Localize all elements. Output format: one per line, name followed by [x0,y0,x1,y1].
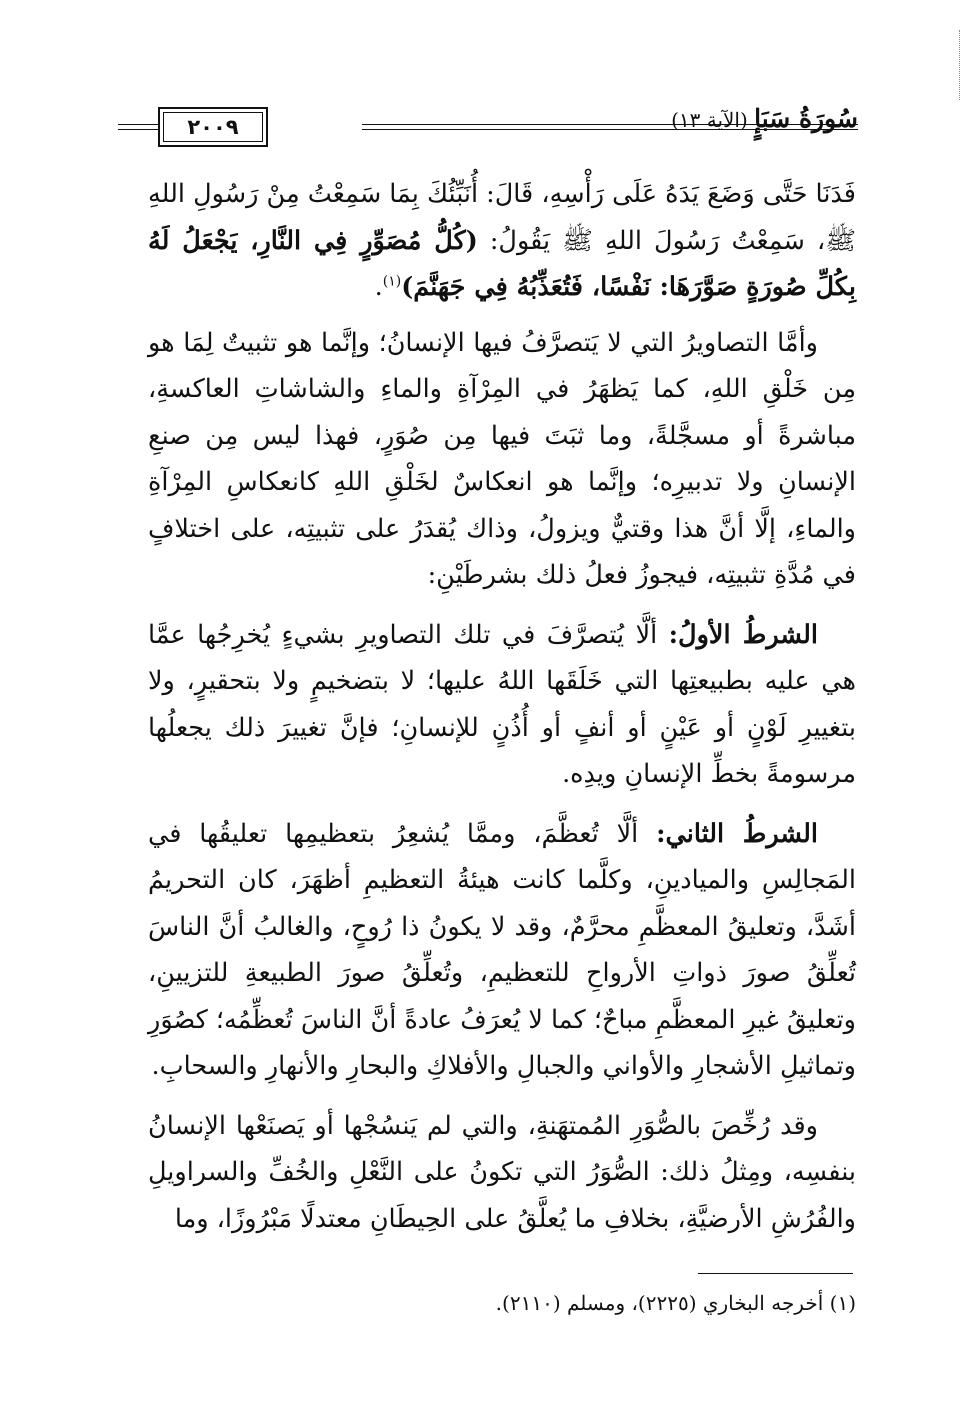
condition-1-label: الشرطُ الأولُ: [668,619,818,650]
condition-2-text: ألَّا تُعظَّمَ، وممَّا يُشعِرُ بتعظيمِها تعليقُها في المَجالِسِ والميادينِ، وكلَّما كانت هيئةُ التعظيمِ أظهَرَ، كان التحريمُ أشَدَّ، وتعليقُ المعظَّمِ محرَّمٌ، وقد لا يكونُ ذا رُوحٍ، والغالبُ أنَّ الناسَ تُعلِّقُ صورَ ذواتِ الأرواحِ للتعظيمِ، وتُعلِّقُ صورَ الطبيعةِ للتزيينِ، وتعليقُ غيرِ المعظَّمِ مباحٌ؛ كما لا يُعرَفُ عادةً أنَّ الناسَ تُعظِّمُه؛ كصُوَرِ وتماثيلِ الأشجارِ والأواني والجبالِ والأفلاكِ والبحارِ والأنهارِ والسحابِ. [148,818,856,1081]
margin-mark [959,30,966,100]
page-header [118,98,858,156]
footnote-separator [698,1273,853,1274]
paragraph-permitted-images: وقد رُخِّصَ بالصُّوَرِ المُمتهَنةِ، والتي لم يَنسُجْها أو يَصنَعْها الإنسانُ بنفسِه، ومِثلُ ذلك: الصُّوَرُ التي تكونُ على النَّعْلِ والخُفِّ والسراويلِ والفُرُشِ الأرضيَّةِ، بخلافِ ما يُعلَّقُ على الحِيطَانِ معتدلًا مَبْرُوزًا، وما [148,1110,856,1234]
condition-1-text: ألَّا يُتصرَّفَ في تلك التصاويرِ بشيءٍ يُخرِجُها عمَّا هي عليه بطبيعتِها التي خَلَقَها اللهُ عليها؛ لا بتضخيمٍ ولا بتحقيرٍ، ولا بتغييرِ لَوْنٍ أو عَيْنٍ أو أنفٍ أو أُذُنٍ للإنسانِ؛ فإنَّ تغييرَ ذلك يجعلُها مرسومةً بخطِّ الإنسانِ ويدِه. [148,619,856,789]
footnote-ref: (١) [382,273,402,290]
footnote: (١) أخرجه البخاري (٢٢٢٥)، ومسلم (٢١١٠). [495,1291,856,1315]
sura-name: سُورَةُ سَبَإٍ [754,104,858,133]
paragraph-condition-2 [148,811,856,1090]
header-rule-left [118,129,158,130]
running-title [671,104,858,133]
page-number-frame [158,107,268,147]
ayah-label: (الآية ١٣) [671,108,748,132]
condition-2-label: الشرطُ الثاني: [656,818,819,849]
hadith-quote: (كُلُّ مُصَوِّرٍ فِي النَّارِ، يَجْعَلُ لَهُ بِكُلِّ صُورَةٍ صَوَّرَهَا: نَفْسًا، فَتُعَذِّبُهُ فِي جَهَنَّمَ) [148,225,856,302]
paragraph-condition-1 [148,612,856,798]
paragraph-hadith [148,171,856,311]
page-number: ٢٠٠٩ [163,112,263,142]
paragraph-reflections: وأمَّا التصاويرُ التي لا يَتصرَّفُ فيها الإنسانُ؛ وإنَّما هو تثبيتٌ لِمَا هو مِن خَلْقِ اللهِ، كما يَظهَرُ في المِرْآةِ والماءِ والشاشاتِ العاكسةِ، مباشرةً أو مسجَّلةً، وما ثبَتَ فيها مِن صُوَرٍ، فهذا ليس مِن صنعِ الإنسانِ ولا تدبيرِه؛ وإنَّما هو انعكاسٌ لخَلْقِ اللهِ كانعكاسِ المِرْآةِ والماءِ، إلَّا أنَّ هذا وقتيٌّ ويزولُ، وذاك يُقدَرُ على تثبيتِه، على اختلافٍ في مُدَّةِ تثبيتِه، فيجوزُ فعلُ ذلك بشرطَيْنِ: [148,327,856,590]
hadith-narration: فَدَنَا حَتَّى وَضَعَ يَدَهُ عَلَى رَأْسِهِ، قَالَ: أُنَبِّئُكَ بِمَا سَمِعْتُ مِنْ رَسُولِ اللهِ ﷺ، سَمِعْتُ رَسُولَ اللهِ ﷺ يَقُولُ: [148,179,856,256]
header-rule-left [118,124,158,125]
main-text [148,171,856,1242]
hadith-period: . [374,272,383,302]
